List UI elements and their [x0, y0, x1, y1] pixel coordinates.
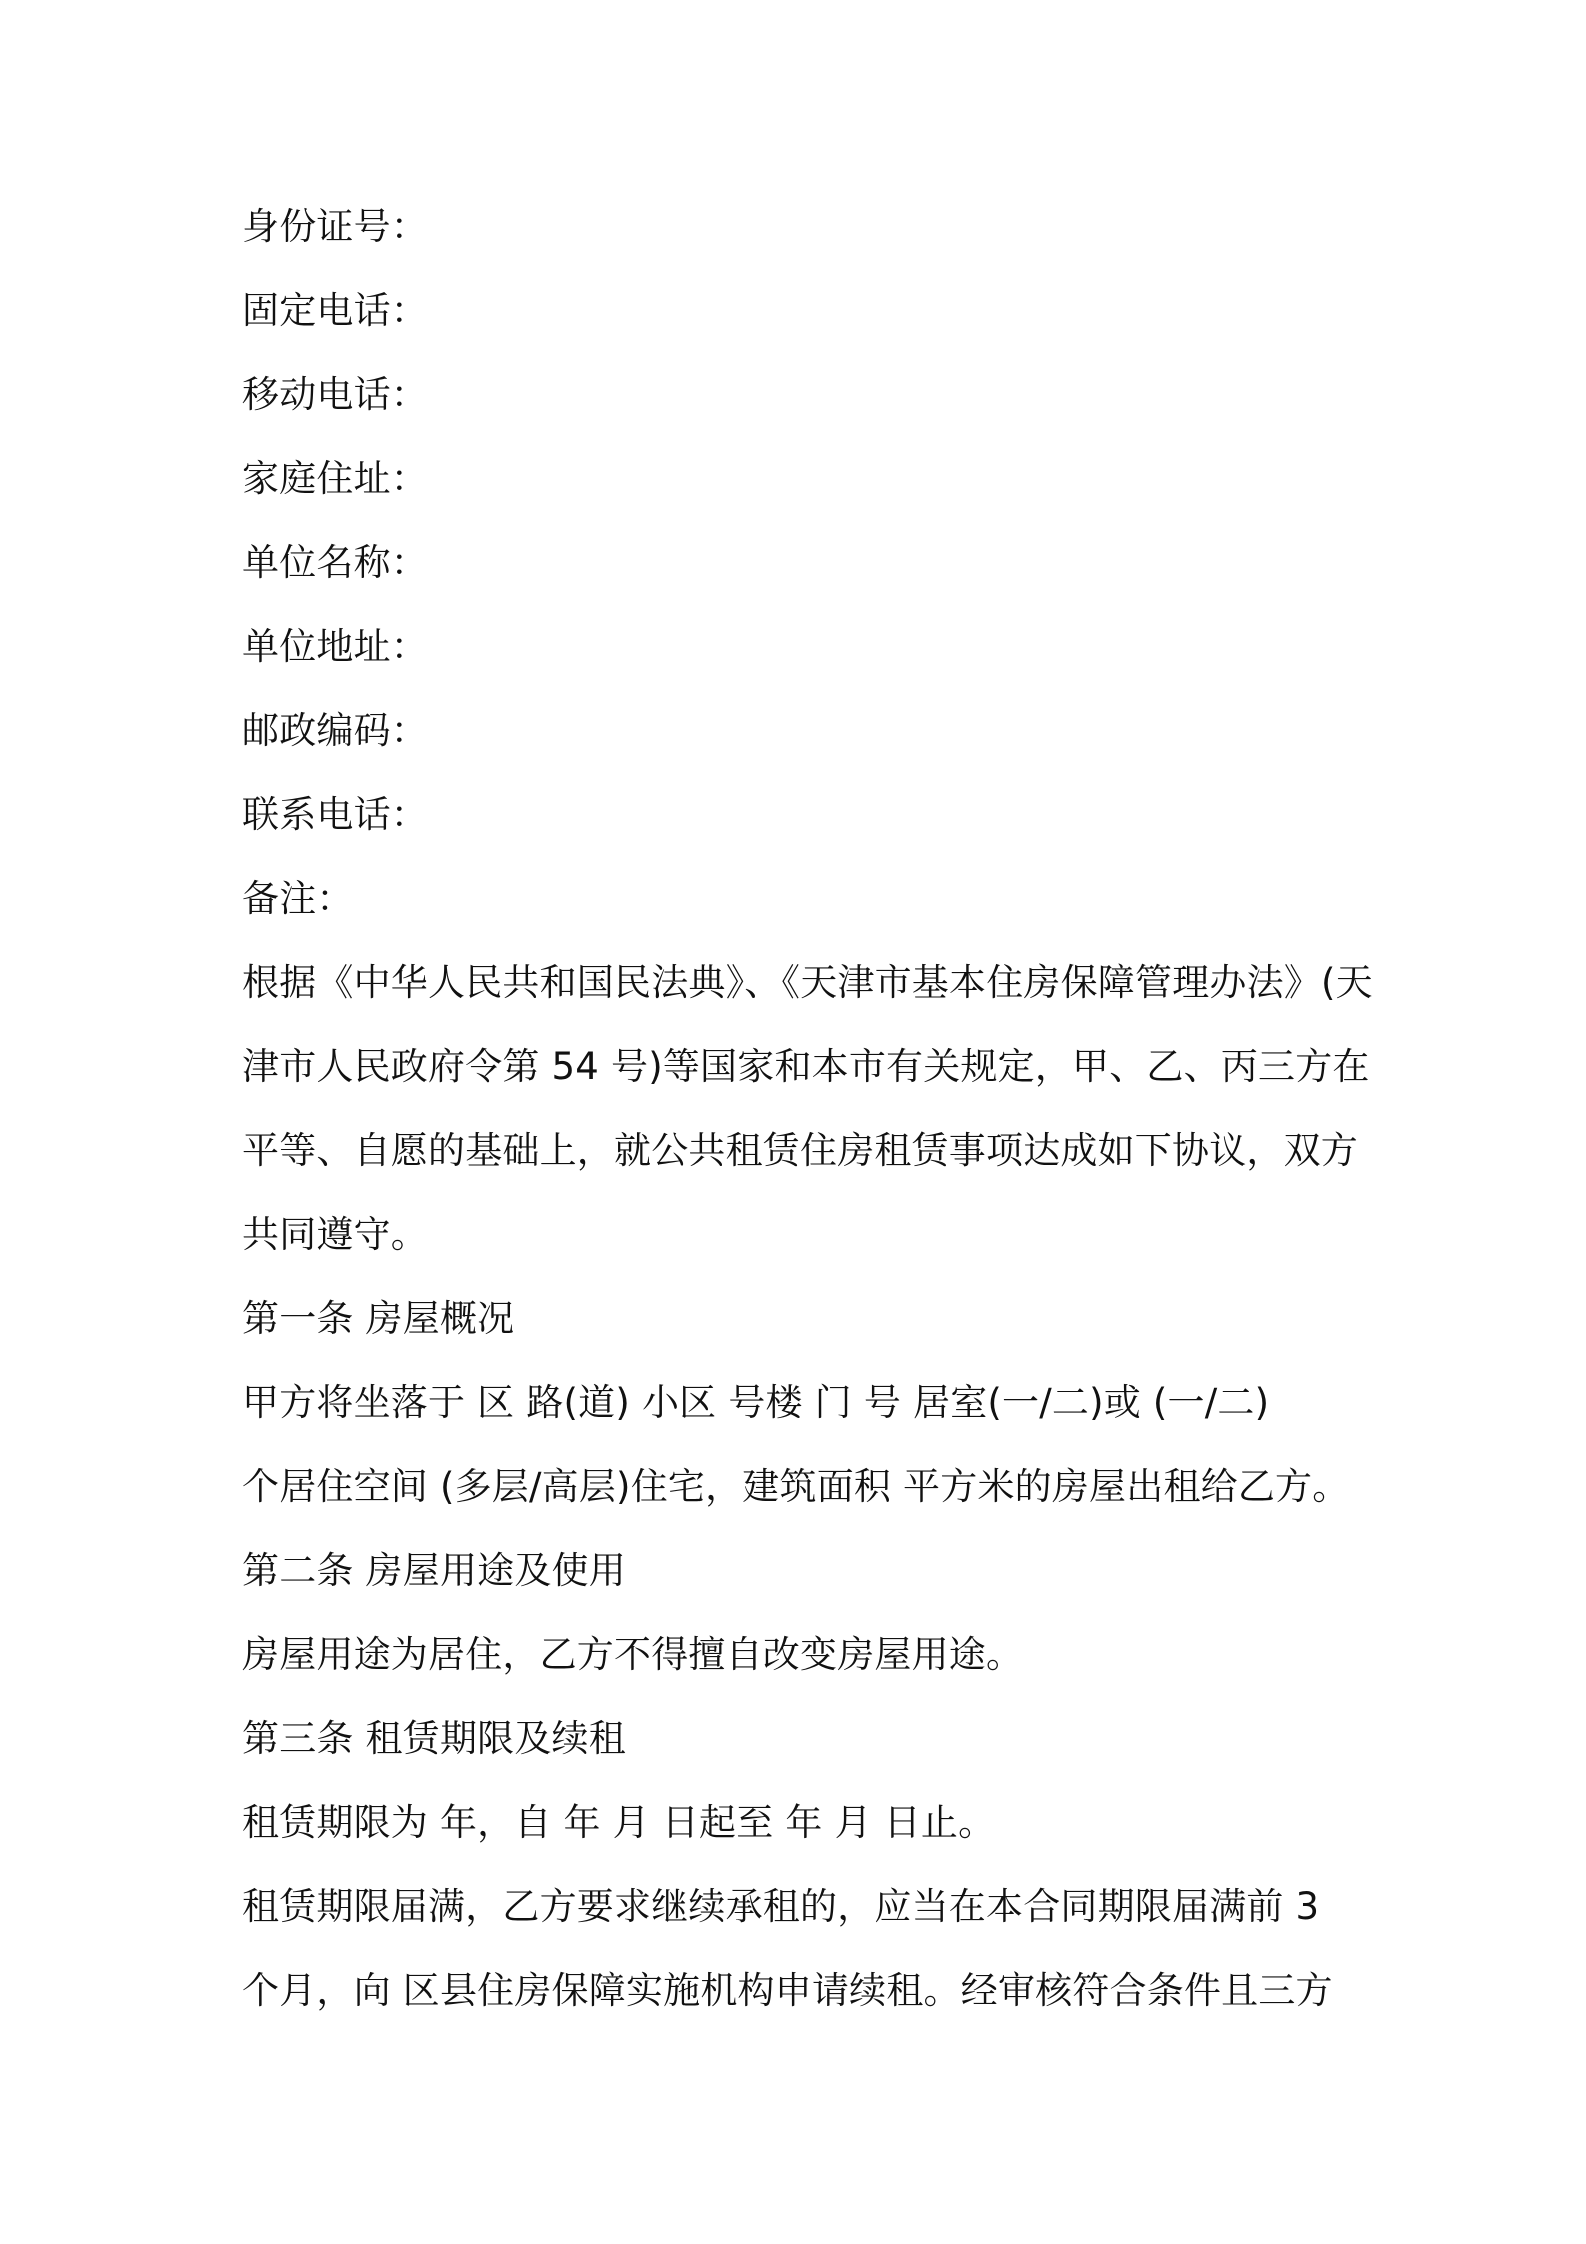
article-3-line: 个月，向 区县住房保障实施机构申请续租。经审核符合条件且三方 — [242, 1969, 1333, 2012]
field-landline-phone: 固定电话： — [242, 289, 428, 332]
field-home-address: 家庭住址： — [242, 457, 428, 500]
field-id-number: 身份证号： — [242, 205, 428, 248]
article-3-line: 租赁期限为 年，自 年 月 日起至 年 月 日止。 — [242, 1801, 996, 1844]
field-contact-phone: 联系电话： — [242, 793, 428, 836]
field-employer-address: 单位地址： — [242, 625, 428, 668]
article-1-line: 个居住空间 (多层/高层)住宅，建筑面积 平方米的房屋出租给乙方。 — [242, 1465, 1350, 1508]
intro-line: 共同遵守。 — [242, 1213, 428, 1256]
article-2-line: 房屋用途为居住，乙方不得擅自改变房屋用途。 — [242, 1633, 1024, 1676]
article-1-line: 甲方将坐落于 区 路(道) 小区 号楼 门 号 居室(一/二)或 (一/二) — [242, 1381, 1270, 1424]
field-postal-code: 邮政编码： — [242, 709, 428, 752]
field-mobile-phone: 移动电话： — [242, 373, 428, 416]
article-3-title: 第三条 租赁期限及续租 — [242, 1717, 626, 1760]
intro-line: 根据《中华人民共和国民法典》、《天津市基本住房保障管理办法》(天 — [242, 961, 1373, 1004]
article-2-title: 第二条 房屋用途及使用 — [242, 1549, 626, 1592]
intro-line: 津市人民政府令第 54 号)等国家和本市有关规定，甲、乙、丙三方在 — [242, 1045, 1370, 1088]
article-1-title: 第一条 房屋概况 — [242, 1297, 515, 1340]
article-3-line: 租赁期限届满，乙方要求继续承租的，应当在本合同期限届满前 3 — [242, 1885, 1320, 1928]
field-remarks: 备注： — [242, 877, 354, 920]
intro-line: 平等、自愿的基础上，就公共租赁住房租赁事项达成如下协议，双方 — [242, 1129, 1358, 1172]
field-employer-name: 单位名称： — [242, 541, 428, 584]
